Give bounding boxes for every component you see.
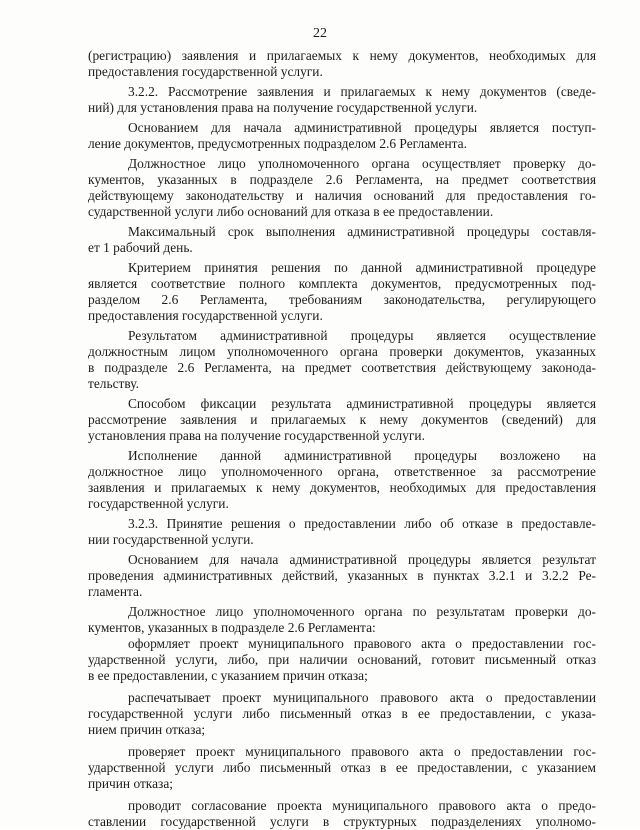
list-item-text: ударственной услуги либо письменный отказ в ее предоставлении, с указанием — [88, 760, 596, 775]
list-item-text: ставлении государственной услуги в структурных подразделениях уполномо- — [88, 814, 596, 829]
section-heading: 3.2.3. Принятие решения о предоставлении либо об отказе в предоставле- — [128, 516, 596, 531]
text-line: предоставления государственной услуги. — [88, 64, 323, 79]
text-line: Исполнение данной административной процедуры возложено на — [128, 448, 596, 463]
text-line: действующему законодательству и наличия оснований для предоставления го- — [88, 188, 596, 203]
list-item-text: проводит согласование проекта муниципального правового акта о предо- — [128, 798, 596, 813]
text-line: Основанием для начала административной процедуры является результат — [128, 552, 596, 567]
text-line: ет 1 рабочий день. — [88, 240, 193, 255]
text-line: Должностное лицо уполномоченного органа по результатам проверки до- — [128, 604, 596, 619]
text-line: установления права на получение государственной услуги. — [88, 428, 425, 443]
section-heading: ний) для установления права на получение государственной услуги. — [88, 100, 478, 115]
text-line: тельству. — [88, 376, 139, 391]
list-item-text: распечатывает проект муниципального правового акта о предоставлении — [128, 690, 596, 705]
text-line: разделом 2.6 Регламента, требованиям законодательства, регулирующего — [88, 292, 596, 307]
text-line: должностное лицо уполномоченного органа, ответственное за рассмотрение — [88, 464, 596, 479]
text-line: Основанием для начала административной процедуры является поступ- — [128, 120, 596, 135]
text-line: Способом фиксации результата административной процедуры является — [128, 396, 596, 411]
list-item-text: в ее предоставлении, с указанием причин отказа; — [88, 668, 368, 683]
list-item-text: ударственной услуги, либо, при наличии оснований, готовит письменный отказ — [88, 652, 596, 667]
text-line: должностным лицом уполномоченного органа проверки документов, указанных — [88, 344, 596, 359]
section-heading: нии государственной услуги. — [88, 532, 254, 547]
text-line: в подразделе 2.6 Регламента, на предмет соответствия действующему законода- — [88, 360, 596, 375]
text-line: Должностное лицо уполномоченного органа осуществляет проверку до- — [128, 156, 596, 171]
text-line: Результатом административной процедуры является осуществление — [128, 328, 596, 343]
list-item-text: причин отказа; — [88, 776, 174, 791]
text-line: рассмотрение заявления и прилагаемых к нему документов (сведений) для — [88, 412, 596, 427]
section-heading: 3.2.2. Рассмотрение заявления и прилагаемых к нему документов (сведе- — [128, 84, 596, 99]
text-line: ление документов, предусмотренных подразделом 2.6 Регламента. — [88, 136, 467, 151]
list-item-text: оформляет проект муниципального правового акта о предоставлении гос- — [128, 636, 596, 651]
list-item-text: нием причин отказа; — [88, 722, 206, 737]
text-line: Максимальный срок выполнения административной процедуры составля- — [128, 224, 596, 239]
page-number: 22 — [313, 26, 327, 41]
text-line: кументов, указанных в подразделе 2.6 Регламента, на предмет соответствия — [88, 172, 596, 187]
text-line: предоставления государственной услуги. — [88, 308, 323, 323]
text-line: Критерием принятия решения по данной административной процедуре — [128, 260, 596, 275]
list-item-text: проверяет проект муниципального правового акта о предоставлении гос- — [128, 744, 596, 759]
text-line: государственной услуги. — [88, 496, 229, 511]
list-item-text: государственной услуги либо письменный отказ в ее предоставлении, с указа- — [88, 706, 596, 721]
text-line: сударственной услуги либо оснований для отказа в ее предоставлении. — [88, 204, 494, 219]
text-line: заявления и прилагаемых к нему документов, необходимых для предоставления — [88, 480, 596, 495]
text-line: гламента. — [88, 584, 143, 599]
text-line: (регистрацию) заявления и прилагаемых к нему документов, необходимых для — [88, 48, 596, 63]
document-body — [88, 48, 596, 830]
text-line: проведения административных действий, указанных в пунктах 3.2.1 и 3.2.2 Ре- — [88, 568, 596, 583]
text-line: является соответствие полного комплекта документов, предусмотренных под- — [88, 276, 596, 291]
text-line: кументов, указанных в подразделе 2.6 Регламента: — [88, 620, 376, 635]
